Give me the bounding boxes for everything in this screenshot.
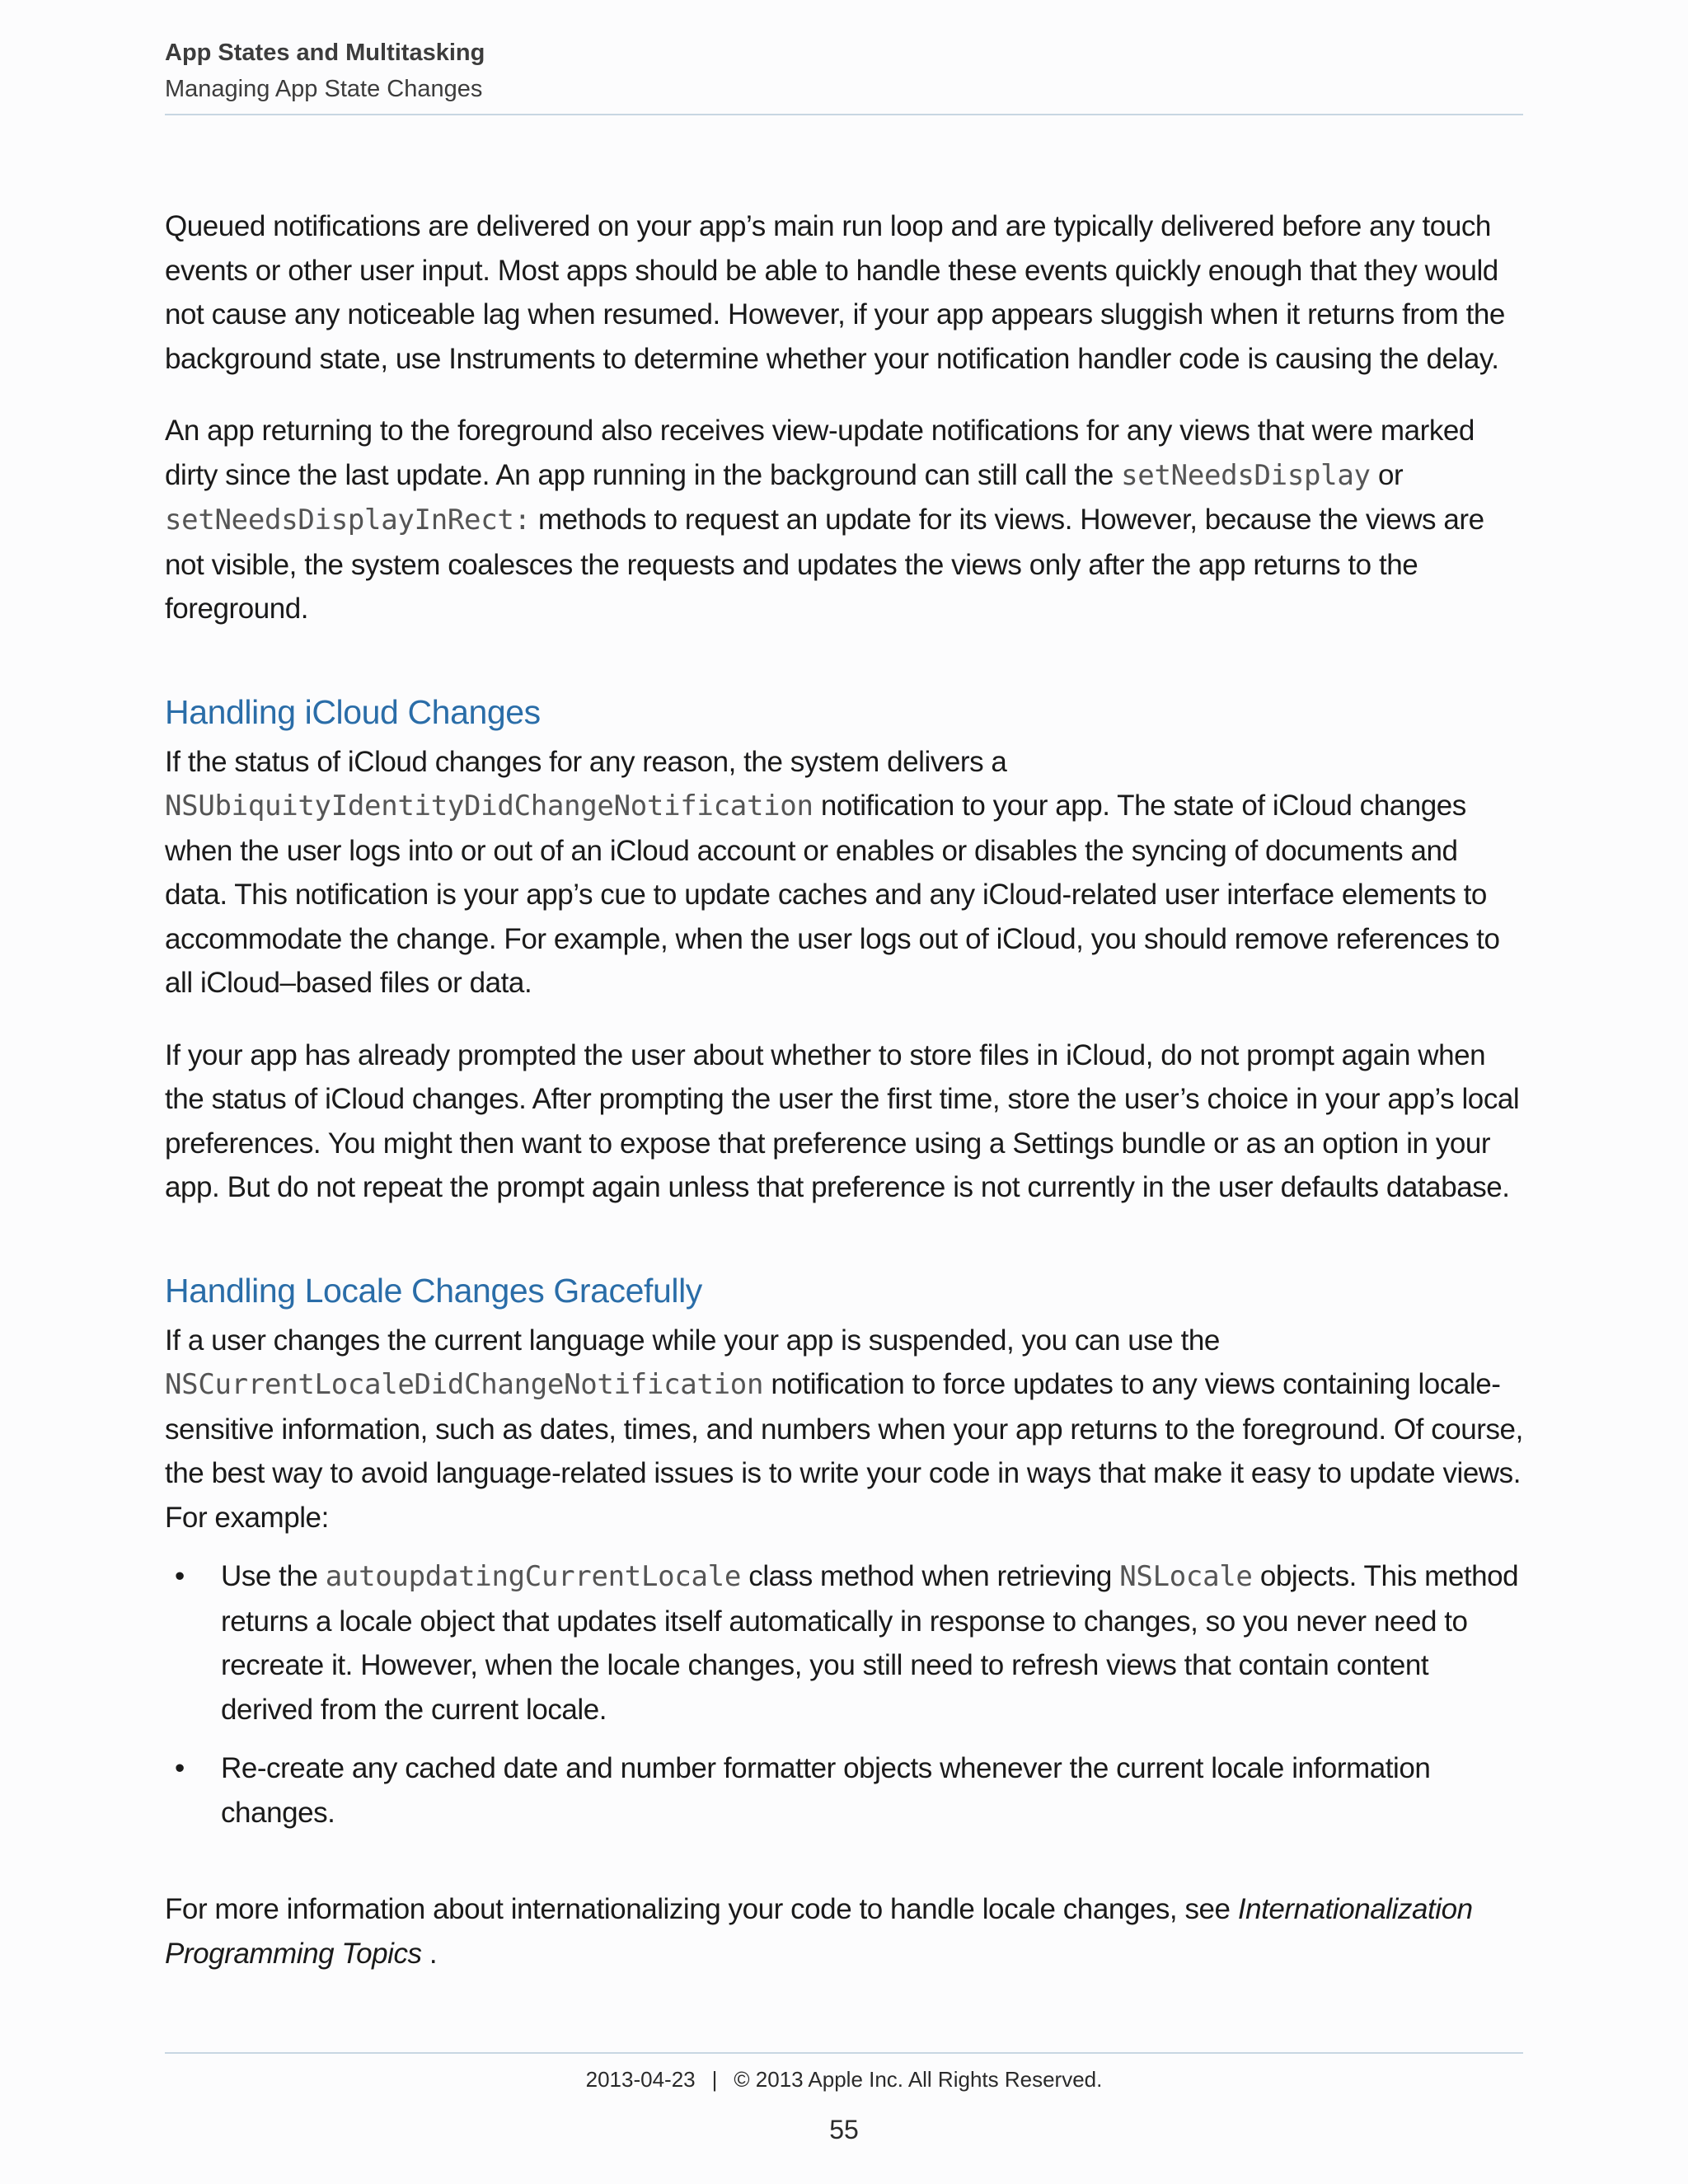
paragraph-more-info: For more information about internationalizing your code to handle locale changes, see Internationalization Programming Topics .	[165, 1893, 1473, 1970]
paragraph-icloud-prompt: If your app has already prompted the user about whether to store files in iCloud, do not prompt again when the status of iCloud changes. After prompting the user the first time, store the user’s choice in your app’s local preferences. You might then want to expose that preference using a Settings bundle or as an option in your app. But do not repeat the prompt again unless that preference is not currently in the user defaults database.	[165, 1038, 1520, 1203]
link-internationalization-programming-topics[interactable]: Internationalization Programming Topics	[165, 1893, 1473, 1970]
footer-copyright: © 2013 Apple Inc. All Rights Reserved.	[734, 2067, 1103, 2092]
main-content	[165, 204, 1523, 2004]
paragraph-icloud-status: If the status of iCloud changes for any reason, the system delivers a NSUbiquityIdentityDidChangeNotification notification to your app. The state of iCloud changes when the user logs into or out of an iCloud account or enables or disables the syncing of documents and data. This notification is your app’s cue to update caches and any iCloud-related user interface elements to accommodate the change. For example, when the user logs out of iCloud, you should remove references to all iCloud–based files or data.	[165, 745, 1500, 999]
paragraph-queued-notifications: Queued notifications are delivered on your app’s main run loop and are typically delivered before any touch events or other user input. Most apps should be able to handle these events quickly enough that they would not cause any noticeable lag when resumed. However, if your app appears sluggish when it returns from the background state, use Instruments to determine whether your notification handler code is causing the delay.	[165, 210, 1505, 375]
heading-locale-changes: Handling Locale Changes Gracefully	[165, 1271, 702, 1310]
list-item: • Use the autoupdatingCurrentLocale class method when retrieving NSLocale objects. This method returns a locale object that updates itself automatically in response to changes, so you never need to recreate it. However, when the locale changes, you still need to refresh views that contain content derived from the current locale.	[165, 1554, 1523, 1732]
section-title: Managing App State Changes	[165, 76, 483, 102]
paragraph-locale-intro: If a user changes the current language while your app is suspended, you can use the NSCurrentLocaleDidChangeNotification notification to force updates to any views containing locale-sensitive information, such as dates, times, and numbers when your app returns to the foreground. Of course, the best way to avoid language-related issues is to write your code in ways that make it easy to update views. For example:	[165, 1324, 1523, 1534]
chapter-title: App States and Multitasking	[165, 40, 485, 66]
code-NSLocale: NSLocale	[1119, 1560, 1253, 1593]
code-autoupdatingCurrentLocale: autoupdatingCurrentLocale	[325, 1560, 741, 1593]
paragraph-view-update: An app returning to the foreground also receives view-update notifications for any views that were marked dirty since the last update. An app running in the background can still call the setNeedsDisplay or setNeedsDisplayInRect: methods to request an update for its views. However, because the views are not visible, the system coalesces the requests and updates the views only after the app returns to the foreground.	[165, 415, 1484, 625]
code-setNeedsDisplayInRect: setNeedsDisplayInRect:	[165, 504, 531, 537]
bullet-icon: •	[175, 1560, 185, 1592]
page-number: 55	[829, 2115, 859, 2144]
list-item: • Re-create any cached date and number formatter objects whenever the current locale information changes.	[165, 1746, 1523, 1835]
code-NSCurrentLocaleDidChangeNotification: NSCurrentLocaleDidChangeNotification	[165, 1368, 764, 1401]
heading-icloud-changes: Handling iCloud Changes	[165, 692, 541, 731]
code-setNeedsDisplay: setNeedsDisplay	[1121, 458, 1371, 492]
document-page	[165, 0, 1523, 2184]
locale-tips-list	[165, 1554, 1523, 1835]
footer-divider	[165, 2052, 1523, 2054]
footer-separator: |	[711, 2067, 718, 2092]
code-NSUbiquityIdentityDidChangeNotification: NSUbiquityIdentityDidChangeNotification	[165, 790, 814, 823]
header-divider	[165, 114, 1523, 115]
footer-date: 2013-04-23	[585, 2067, 696, 2092]
bullet-icon: •	[175, 1752, 185, 1784]
footer-meta	[165, 2067, 1523, 2093]
